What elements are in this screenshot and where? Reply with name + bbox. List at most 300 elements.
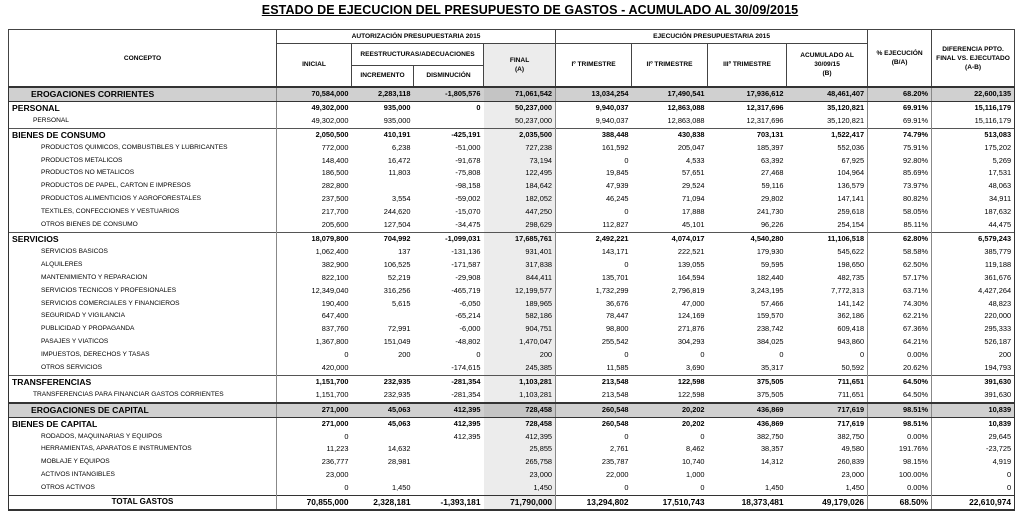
cell-t3: 12,317,696 xyxy=(746,115,784,125)
cell-t1: 98,800 xyxy=(556,323,632,336)
table-body xyxy=(9,87,1015,510)
table-row xyxy=(9,272,1015,285)
cell-dif: 10,839 xyxy=(932,417,1015,430)
row-label: IMPUESTOS, DERECHOS Y TASAS xyxy=(9,349,277,362)
row-label: SERVICIOS BASICOS xyxy=(9,246,277,259)
table-row xyxy=(9,389,1015,403)
cell-inicial: 772,000 xyxy=(277,142,352,155)
cell-final: 904,751 xyxy=(484,323,556,336)
cell-disminucion: 0 xyxy=(414,101,484,114)
cell-t2: 124,169 xyxy=(677,311,705,321)
cell-inicial: 271,000 xyxy=(277,403,352,417)
cell-t2: 164,594 xyxy=(677,272,705,282)
table-row xyxy=(9,431,1015,444)
cell-acumulado: 609,418 xyxy=(837,324,865,334)
cell-t2: 12,863,088 xyxy=(667,115,705,125)
row-label: OTROS SERVICIOS xyxy=(9,362,277,375)
table-row xyxy=(9,469,1015,482)
cell-acumulado: 254,154 xyxy=(837,220,865,230)
cell-pct: 62.21% xyxy=(868,310,932,323)
cell-acumulado: 67,925 xyxy=(841,155,865,165)
cell-acumulado: 104,964 xyxy=(837,168,865,178)
cell-incremento: 2,328,181 xyxy=(352,496,414,510)
cell-inicial: 822,100 xyxy=(277,272,352,285)
cell-disminucion: -6,050 xyxy=(459,298,481,308)
cell-disminucion: -75,808 xyxy=(455,168,481,178)
cell-disminucion: -1,393,181 xyxy=(414,496,484,510)
cell-disminucion: -98,158 xyxy=(455,181,481,191)
row-label: PRODUCTOS NO METALICOS xyxy=(9,167,277,180)
cell-t2: 71,094 xyxy=(681,194,705,204)
cell-pct: 85.11% xyxy=(868,219,932,232)
cell-incremento: 127,504 xyxy=(383,220,411,230)
cell-disminucion: -15,070 xyxy=(455,207,481,217)
cell-t2: 20,202 xyxy=(632,417,708,430)
cell-t2: 29,524 xyxy=(681,181,705,191)
header-concepto: CONCEPTO xyxy=(9,30,277,88)
cell-pct: 80.82% xyxy=(868,193,932,206)
cell-t3: 436,869 xyxy=(708,403,787,417)
cell-pct: 58.58% xyxy=(868,246,932,259)
cell-pct: 64.50% xyxy=(868,375,932,388)
header-incremento: INCREMENTO xyxy=(352,65,414,87)
cell-t2: 430,838 xyxy=(632,128,708,141)
table-row xyxy=(9,443,1015,456)
cell-final: 844,411 xyxy=(484,272,556,285)
cell-dif: 200 xyxy=(932,349,1015,362)
header-ejecucion: EJECUCIÓN PRESUPUESTARIA 2015 xyxy=(556,30,868,44)
row-label: TRANSFERENCIAS PARA FINANCIAR GASTOS CORRIENTES xyxy=(9,389,277,403)
table-header xyxy=(9,30,1015,88)
cell-inicial: 837,760 xyxy=(277,323,352,336)
group-row xyxy=(9,417,1015,430)
cell-acumulado: 1,450 xyxy=(845,483,865,493)
cell-incremento: 16,472 xyxy=(387,155,411,165)
cell-disminucion: -425,191 xyxy=(414,128,484,141)
cell-t3: 63,392 xyxy=(760,155,784,165)
cell-t3: 382,750 xyxy=(756,431,784,441)
cell-pct: 0.00% xyxy=(868,482,932,495)
row-label: SERVICIOS TECNICOS Y PROFESIONALES xyxy=(9,285,277,298)
cell-t1: 13,294,802 xyxy=(556,496,632,510)
cell-disminucion: -59,002 xyxy=(455,194,481,204)
row-label: PRODUCTOS ALIMENTICIOS Y AGROFORESTALES xyxy=(9,193,277,206)
cell-incremento: 2,283,118 xyxy=(352,87,414,101)
table-row xyxy=(9,285,1015,298)
cell-t1: 1,732,299 xyxy=(556,285,632,298)
cell-final: 727,238 xyxy=(484,142,556,155)
cell-t1: 255,542 xyxy=(556,336,632,349)
cell-disminucion: 412,395 xyxy=(414,417,484,430)
row-label: ACTIVOS INTANGIBLES xyxy=(9,469,277,482)
cell-incremento: 200 xyxy=(398,350,411,360)
cell-dif: 15,116,179 xyxy=(932,115,1015,128)
cell-incremento: 410,191 xyxy=(352,128,414,141)
cell-t1: 235,787 xyxy=(556,456,632,469)
header-inicial: INICIAL xyxy=(277,43,352,87)
cell-dif: 48,823 xyxy=(932,298,1015,311)
cell-t1: 36,676 xyxy=(556,298,632,311)
cell-disminucion: -91,678 xyxy=(455,155,481,165)
table-row xyxy=(9,349,1015,362)
cell-t1: 78,447 xyxy=(556,310,632,323)
cell-disminucion: -34,475 xyxy=(455,220,481,230)
cell-t1: 213,548 xyxy=(556,389,632,403)
cell-t1: 19,845 xyxy=(556,167,632,180)
cell-dif: 194,793 xyxy=(932,362,1015,375)
cell-t3: 29,802 xyxy=(760,194,784,204)
section-row xyxy=(9,403,1015,417)
cell-inicial: 1,151,700 xyxy=(277,389,352,403)
row-label: EROGACIONES DE CAPITAL xyxy=(9,403,277,417)
cell-t2: 4,074,017 xyxy=(632,232,708,245)
cell-t2: 57,651 xyxy=(681,168,705,178)
cell-acumulado: 35,120,821 xyxy=(827,115,865,125)
cell-acumulado: 259,618 xyxy=(837,207,865,217)
cell-pct: 191.76% xyxy=(868,443,932,456)
cell-t2: 122,598 xyxy=(632,375,708,388)
cell-t3: 238,742 xyxy=(756,324,784,334)
row-label: PERSONAL xyxy=(9,115,277,128)
cell-t2: 0 xyxy=(700,483,705,493)
cell-acumulado: 50,592 xyxy=(841,363,865,373)
cell-t2: 17,888 xyxy=(681,207,705,217)
cell-acumulado: 717,619 xyxy=(787,417,868,430)
cell-acumulado: 48,461,407 xyxy=(787,87,868,101)
cell-pct: 68.50% xyxy=(868,496,932,510)
cell-incremento xyxy=(352,310,414,323)
cell-dif: 17,531 xyxy=(932,167,1015,180)
cell-acumulado: 49,179,026 xyxy=(787,496,868,510)
cell-t2: 3,690 xyxy=(686,363,705,373)
cell-final: 317,838 xyxy=(484,259,556,272)
cell-incremento: 935,000 xyxy=(352,101,414,114)
cell-inicial: 0 xyxy=(277,431,352,444)
cell-incremento xyxy=(352,180,414,193)
cell-t2: 8,462 xyxy=(686,444,705,454)
cell-inicial: 420,000 xyxy=(277,362,352,375)
cell-disminucion xyxy=(414,482,484,495)
cell-dif: 187,632 xyxy=(932,206,1015,219)
header-reestructuras: REESTRUCTURAS/ADECUACIONES xyxy=(352,43,484,65)
cell-final: 50,237,000 xyxy=(484,101,556,114)
cell-t2: 2,796,819 xyxy=(671,285,705,295)
cell-pct: 0.00% xyxy=(868,349,932,362)
cell-pct: 69.91% xyxy=(868,115,932,128)
group-row xyxy=(9,128,1015,141)
cell-final: 71,790,000 xyxy=(484,496,556,510)
cell-t3: 27,468 xyxy=(760,168,784,178)
cell-final: 582,186 xyxy=(484,310,556,323)
group-row xyxy=(9,101,1015,114)
cell-acumulado: 552,036 xyxy=(837,142,865,152)
cell-acumulado: 198,650 xyxy=(837,259,865,269)
cell-t1: 0 xyxy=(556,482,632,495)
cell-t1: 260,548 xyxy=(556,417,632,430)
cell-acumulado: 711,651 xyxy=(787,375,868,388)
cell-incremento: 3,554 xyxy=(392,194,411,204)
cell-incremento: 45,063 xyxy=(352,417,414,430)
table-row xyxy=(9,323,1015,336)
cell-t3: 703,131 xyxy=(708,128,787,141)
cell-dif: 10,839 xyxy=(932,403,1015,417)
cell-t3: 159,570 xyxy=(756,311,784,321)
cell-pct: 62.50% xyxy=(868,259,932,272)
cell-acumulado: 362,186 xyxy=(837,311,865,321)
cell-t2: 139,055 xyxy=(677,259,705,269)
cell-dif: 4,427,264 xyxy=(932,285,1015,298)
table-row xyxy=(9,336,1015,349)
cell-disminucion: -174,615 xyxy=(451,363,481,373)
row-label: BIENES DE CAPITAL xyxy=(9,417,277,430)
cell-acumulado: 49,580 xyxy=(841,444,865,454)
cell-incremento: 316,256 xyxy=(383,285,411,295)
cell-final: 447,250 xyxy=(484,206,556,219)
cell-t1: 143,171 xyxy=(556,246,632,259)
header-dif-line1: DIFERENCIA PPTO. xyxy=(942,45,1004,53)
cell-acumulado: 943,860 xyxy=(837,337,865,347)
table-row xyxy=(9,219,1015,232)
row-label: PRODUCTOS QUIMICOS, COMBUSTIBLES Y LUBRICANTES xyxy=(9,142,277,155)
cell-pct: 20.62% xyxy=(868,362,932,375)
cell-t3: 185,397 xyxy=(756,142,784,152)
cell-dif: 385,779 xyxy=(932,246,1015,259)
cell-pct: 98.51% xyxy=(868,403,932,417)
cell-t1: 2,492,221 xyxy=(556,232,632,245)
cell-inicial: 190,400 xyxy=(277,298,352,311)
cell-t1: 0 xyxy=(556,206,632,219)
row-label: PUBLICIDAD Y PROPAGANDA xyxy=(9,323,277,336)
cell-t3 xyxy=(708,469,787,482)
cell-pct: 75.91% xyxy=(868,142,932,155)
cell-inicial: 49,302,000 xyxy=(277,115,352,128)
row-label: OTROS ACTIVOS xyxy=(9,482,277,495)
cell-disminucion: -51,000 xyxy=(455,142,481,152)
cell-inicial: 186,500 xyxy=(277,167,352,180)
table-row xyxy=(9,155,1015,168)
table-row xyxy=(9,362,1015,375)
cell-t1: 0 xyxy=(556,349,632,362)
cell-t1: 22,000 xyxy=(556,469,632,482)
cell-t2: 271,876 xyxy=(677,324,705,334)
cell-final: 265,758 xyxy=(484,456,556,469)
cell-t1: 46,245 xyxy=(556,193,632,206)
cell-final: 50,237,000 xyxy=(484,115,556,128)
cell-disminucion: -1,805,576 xyxy=(414,87,484,101)
cell-final: 23,000 xyxy=(484,469,556,482)
cell-t2: 304,293 xyxy=(677,337,705,347)
cell-dif: 29,645 xyxy=(932,431,1015,444)
cell-disminucion: 412,395 xyxy=(453,431,481,441)
cell-inicial: 12,349,040 xyxy=(277,285,352,298)
row-label: PASAJES Y VIATICOS xyxy=(9,336,277,349)
cell-inicial: 148,400 xyxy=(277,155,352,168)
cell-inicial: 0 xyxy=(277,349,352,362)
cell-incremento: 28,981 xyxy=(387,457,411,467)
cell-incremento: 1,450 xyxy=(392,483,411,493)
header-acumulado-line1: ACUMULADO AL xyxy=(800,52,854,60)
header-pct xyxy=(868,30,932,88)
header-pct-line2: (B/A) xyxy=(891,59,908,66)
table-row xyxy=(9,167,1015,180)
cell-incremento: 14,632 xyxy=(387,444,411,454)
group-row xyxy=(9,232,1015,245)
row-label: BIENES DE CONSUMO xyxy=(9,128,277,141)
row-label: OTROS BIENES DE CONSUMO xyxy=(9,219,277,232)
cell-inicial: 382,900 xyxy=(277,259,352,272)
cell-t3: 18,373,481 xyxy=(708,496,787,510)
cell-pct: 64.50% xyxy=(868,389,932,403)
cell-dif: 5,269 xyxy=(932,155,1015,168)
cell-incremento: 6,238 xyxy=(392,142,411,152)
header-dif-line3: (A-B) xyxy=(965,63,982,71)
cell-incremento: 232,935 xyxy=(383,389,411,399)
cell-acumulado: 482,735 xyxy=(837,272,865,282)
cell-t2: 20,202 xyxy=(632,403,708,417)
cell-pct: 98.51% xyxy=(868,417,932,430)
cell-disminucion: -65,214 xyxy=(455,311,481,321)
cell-t2: 4,533 xyxy=(686,155,705,165)
cell-t3: 3,243,195 xyxy=(750,285,784,295)
row-label: ALQUILERES xyxy=(9,259,277,272)
table-row xyxy=(9,115,1015,128)
cell-t2: 12,863,088 xyxy=(632,101,708,114)
cell-final: 931,401 xyxy=(484,246,556,259)
row-label: SERVICIOS xyxy=(9,232,277,245)
row-label: EROGACIONES CORRIENTES xyxy=(9,87,277,101)
cell-t3: 0 xyxy=(779,350,784,360)
table-row xyxy=(9,310,1015,323)
cell-t3: 57,466 xyxy=(760,298,784,308)
cell-pct: 74.79% xyxy=(868,128,932,141)
cell-dif: 119,188 xyxy=(932,259,1015,272)
table-row xyxy=(9,259,1015,272)
cell-disminucion: -281,354 xyxy=(414,375,484,388)
cell-dif: 48,063 xyxy=(932,180,1015,193)
cell-final: 728,458 xyxy=(484,417,556,430)
cell-t1: 388,448 xyxy=(556,128,632,141)
cell-inicial: 282,800 xyxy=(277,180,352,193)
cell-pct: 69.91% xyxy=(868,101,932,114)
cell-inicial: 23,000 xyxy=(277,469,352,482)
cell-dif: 361,676 xyxy=(932,272,1015,285)
cell-dif: 295,333 xyxy=(932,323,1015,336)
cell-incremento xyxy=(352,469,414,482)
cell-t3: 375,505 xyxy=(708,375,787,388)
cell-dif: 513,083 xyxy=(932,128,1015,141)
cell-acumulado: 0 xyxy=(859,350,865,360)
cell-dif: 4,919 xyxy=(932,456,1015,469)
cell-t3: 375,505 xyxy=(756,389,784,399)
cell-t1: 13,034,254 xyxy=(556,87,632,101)
cell-incremento: 72,991 xyxy=(387,324,411,334)
cell-t2: 205,047 xyxy=(677,142,705,152)
cell-final: 182,052 xyxy=(484,193,556,206)
cell-incremento: 232,935 xyxy=(352,375,414,388)
cell-t3: 17,936,612 xyxy=(708,87,787,101)
cell-t2: 1,000 xyxy=(686,470,705,480)
cell-t2: 10,740 xyxy=(681,457,705,467)
group-row xyxy=(9,375,1015,388)
table-row xyxy=(9,456,1015,469)
cell-pct: 67.36% xyxy=(868,323,932,336)
cell-inicial: 18,079,800 xyxy=(277,232,352,245)
cell-disminucion xyxy=(414,115,484,128)
cell-pct: 68.20% xyxy=(868,87,932,101)
budget-table xyxy=(8,29,1015,511)
table-row xyxy=(9,246,1015,259)
cell-inicial: 205,600 xyxy=(277,219,352,232)
row-label: RODADOS, MAQUINARIAS Y EQUIPOS xyxy=(9,431,277,444)
cell-pct: 58.05% xyxy=(868,206,932,219)
cell-inicial: 2,050,500 xyxy=(277,128,352,141)
cell-incremento: 704,992 xyxy=(352,232,414,245)
cell-t1: 260,548 xyxy=(556,403,632,417)
cell-acumulado: 141,142 xyxy=(837,298,865,308)
header-pct-line1: % EJECUCIÓN xyxy=(876,50,923,57)
row-label: PERSONAL xyxy=(9,101,277,114)
cell-incremento: 106,525 xyxy=(383,259,411,269)
cell-dif: 175,202 xyxy=(932,142,1015,155)
header-final-line1: FINAL xyxy=(509,56,530,64)
header-dif xyxy=(932,30,1015,88)
cell-final: 73,194 xyxy=(484,155,556,168)
cell-t3: 436,869 xyxy=(708,417,787,430)
cell-t3: 38,357 xyxy=(760,444,784,454)
cell-incremento: 137 xyxy=(398,246,411,256)
header-t1: Iº TRIMESTRE xyxy=(556,43,632,87)
cell-dif: 0 xyxy=(932,469,1015,482)
cell-t3: 182,440 xyxy=(756,272,784,282)
cell-final: 200 xyxy=(484,349,556,362)
cell-inicial: 11,223 xyxy=(277,443,352,456)
row-label: PRODUCTOS DE PAPEL, CARTON E IMPRESOS xyxy=(9,180,277,193)
cell-t3: 384,025 xyxy=(756,337,784,347)
row-label: SERVICIOS COMERCIALES Y FINANCIEROS xyxy=(9,298,277,311)
cell-acumulado: 260,839 xyxy=(837,457,865,467)
cell-t1: 0 xyxy=(556,155,632,168)
cell-acumulado: 23,000 xyxy=(841,470,865,480)
cell-t1: 135,701 xyxy=(556,272,632,285)
cell-pct: 98.15% xyxy=(868,456,932,469)
header-acumulado-line2: 30/09/15 xyxy=(814,61,840,69)
cell-inicial: 236,777 xyxy=(277,456,352,469)
header-t2: IIº TRIMESTRE xyxy=(632,43,708,87)
header-t3: IIIº TRIMESTRE xyxy=(708,43,787,87)
table-row xyxy=(9,180,1015,193)
cell-dif: 0 xyxy=(932,482,1015,495)
cell-t2: 0 xyxy=(700,431,705,441)
cell-final: 1,470,047 xyxy=(484,336,556,349)
cell-acumulado: 7,772,313 xyxy=(831,285,865,295)
cell-inicial: 217,700 xyxy=(277,206,352,219)
cell-final: 17,685,761 xyxy=(484,232,556,245)
cell-final: 298,629 xyxy=(484,219,556,232)
cell-disminucion xyxy=(414,443,484,456)
cell-t1: 112,827 xyxy=(556,219,632,232)
cell-acumulado: 711,651 xyxy=(837,389,865,399)
cell-acumulado: 136,579 xyxy=(837,181,865,191)
cell-disminucion xyxy=(414,469,484,482)
header-acumulado xyxy=(787,43,868,87)
cell-incremento xyxy=(352,431,414,444)
cell-disminucion xyxy=(414,456,484,469)
cell-incremento xyxy=(352,362,414,375)
table-row xyxy=(9,142,1015,155)
cell-final: 184,642 xyxy=(484,180,556,193)
cell-t1: 2,761 xyxy=(556,443,632,456)
cell-t2: 222,521 xyxy=(677,246,705,256)
